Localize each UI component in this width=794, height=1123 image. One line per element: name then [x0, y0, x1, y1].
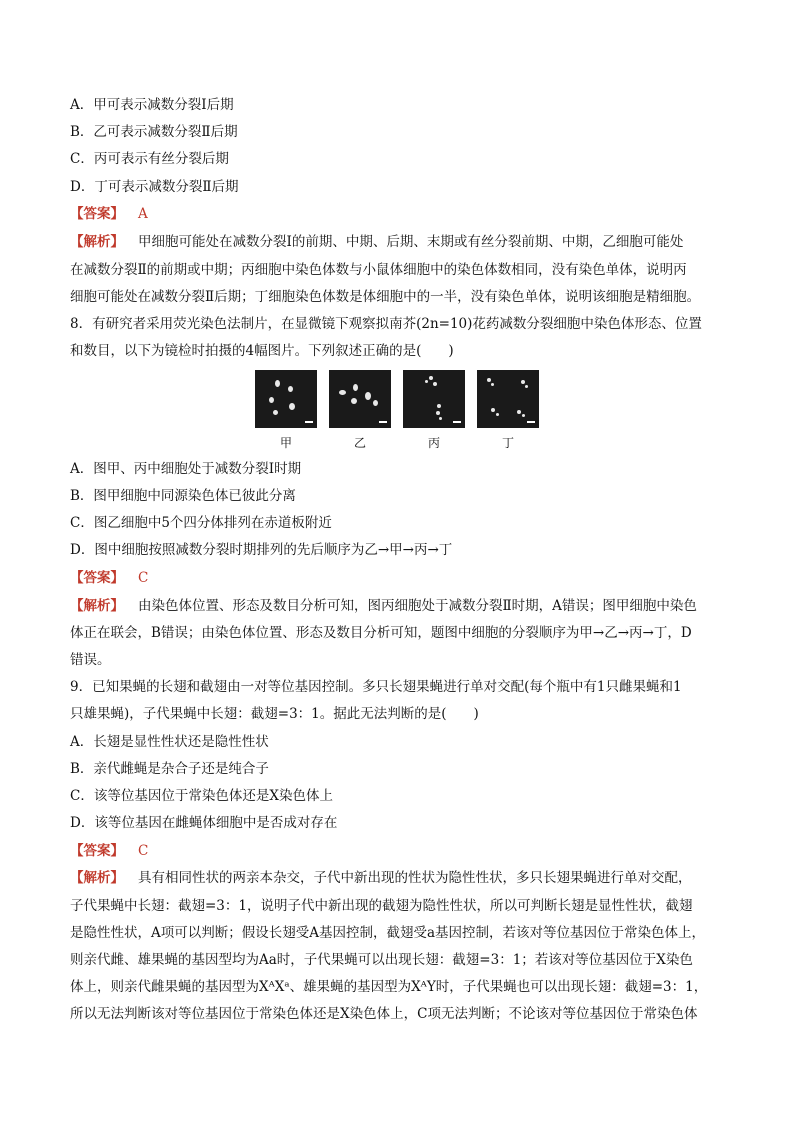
- q7-analysis-line-2: 在减数分裂Ⅱ的前期或中期；丙细胞中染色体数与小鼠体细胞中的染色体数相同，没有染色单体，说明丙: [70, 262, 687, 278]
- q9-analysis-line-3: 是隐性性状，A项可以判断；假设长翅受A基因控制，截翅受a基因控制，若该对等位基因位于常染色体上，: [70, 925, 706, 941]
- q7-option-c: C．丙可表示有丝分裂后期: [70, 151, 229, 167]
- micrograph-ding: [477, 370, 539, 428]
- analysis-text: 具有相同性状的两亲本杂交，子代中新出现的性状为隐性性状，多只长翅果蝇进行单对交配，: [138, 870, 692, 886]
- figure-label-bing: 丙: [427, 436, 440, 450]
- q7-option-a: A．甲可表示减数分裂Ⅰ后期: [70, 97, 234, 113]
- q8-option-b: B．图甲细胞中同源染色体已彼此分离: [70, 488, 296, 504]
- q8-analysis-line-1: [70, 596, 697, 616]
- micrograph-jia: [255, 370, 317, 428]
- q8-answer: [70, 568, 148, 588]
- figure-label-yi: 乙: [353, 436, 366, 450]
- figure-label-ding: 丁: [501, 436, 514, 450]
- q8-option-a: A．图甲、丙中细胞处于减数分裂Ⅰ时期: [70, 461, 302, 477]
- q7-option-b: B．乙可表示减数分裂Ⅱ后期: [70, 124, 238, 140]
- micrograph-bing: [403, 370, 465, 428]
- q7-option-d: D．丁可表示减数分裂Ⅱ后期: [70, 179, 239, 195]
- figure-label-jia: 甲: [279, 436, 292, 450]
- analysis-label: 【解析】: [70, 870, 124, 886]
- q8-option-d: D．图中细胞按照减数分裂时期排列的先后顺序为乙→甲→丙→丁: [70, 542, 453, 558]
- answer-label: 【答案】: [70, 570, 124, 586]
- q9-analysis-line-5: 体上，则亲代雌果蝇的基因型为XᴬXᵃ、雄果蝇的基因型为XᴬY时，子代果蝇也可以出现长翅：截翅=3：1，: [70, 979, 708, 995]
- q7-analysis-line-3: 细胞可能处在减数分裂Ⅱ后期；丁细胞染色体数是体细胞中的一半，没有染色单体，说明该细胞是精细胞。: [70, 289, 701, 305]
- micrograph-yi: [329, 370, 391, 428]
- q8-stem-line-2: 和数目，以下为镜检时拍摄的4幅图片。下列叙述正确的是( ): [70, 343, 454, 359]
- q8-stem-line-1: 8．有研究者采用荧光染色法制片，在显微镜下观察拟南芥(2n=10)花药减数分裂细胞中染色体形态、位置: [70, 316, 702, 332]
- q9-option-c: C．该等位基因位于常染色体还是X染色体上: [70, 788, 333, 804]
- answer-value: C: [138, 843, 149, 859]
- answer-label: 【答案】: [70, 206, 124, 222]
- q9-stem-line-1: 9．已知果蝇的长翅和截翅由一对等位基因控制。多只长翅果蝇进行单对交配(每个瓶中有1只雌果蝇和1: [70, 679, 682, 695]
- q9-option-a: A．长翅是显性性状还是隐性性状: [70, 734, 269, 750]
- q9-analysis-line-6: 所以无法判断该对等位基因位于常染色体还是X染色体上，C项无法判断；不论该对等位基因位于常染色体: [70, 1006, 698, 1022]
- analysis-label: 【解析】: [70, 598, 124, 614]
- answer-label: 【答案】: [70, 843, 124, 859]
- q9-answer: [70, 841, 148, 861]
- analysis-text: 由染色体位置、形态及数目分析可知，图丙细胞处于减数分裂Ⅱ时期，A错误；图甲细胞中染色: [138, 598, 697, 614]
- q9-analysis-line-2: 子代果蝇中长翅：截翅=3：1，说明子代中新出现的截翅为隐性性状，所以可判断长翅是显性性状，截翅: [70, 898, 693, 914]
- q9-analysis-line-4: 则亲代雌、雄果蝇的基因型均为Aa时，子代果蝇可以出现长翅：截翅=3：1；若该对等位基因位于X染色: [70, 952, 693, 968]
- q8-analysis-line-3: 错误。: [70, 652, 111, 668]
- answer-value: A: [138, 206, 148, 222]
- q8-analysis-line-2: 体正在联会，B错误；由染色体位置、形态及数目分析可知，题图中细胞的分裂顺序为甲→乙→丙→丁，D: [70, 625, 692, 641]
- answer-value: C: [138, 570, 149, 586]
- q9-option-d: D．该等位基因在雌蝇体细胞中是否成对存在: [70, 815, 338, 831]
- q7-analysis-line-1: [70, 232, 683, 252]
- q9-option-b: B．亲代雌蝇是杂合子还是纯合子: [70, 761, 269, 777]
- q7-answer: [70, 204, 148, 224]
- q9-stem-line-2: 只雄果蝇)，子代果蝇中长翅：截翅=3：1。据此无法判断的是( ): [70, 706, 479, 722]
- q8-figure-row: [255, 370, 545, 454]
- q9-analysis-line-1: [70, 868, 692, 888]
- analysis-text: 甲细胞可能处在减数分裂Ⅰ的前期、中期、后期、末期或有丝分裂前期、中期，乙细胞可能处: [138, 234, 684, 250]
- analysis-label: 【解析】: [70, 234, 124, 250]
- q8-option-c: C．图乙细胞中5个四分体排列在赤道板附近: [70, 515, 332, 531]
